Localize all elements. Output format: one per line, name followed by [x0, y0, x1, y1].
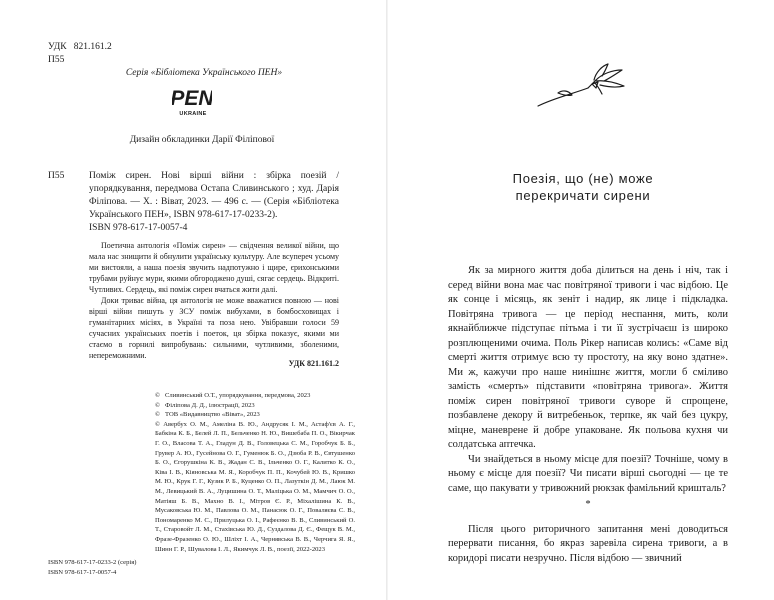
annotation-paragraph: Доки триває війна, ця антологія не може вважатися повною — нові вірші війни пишуть у ЗСУ поміж вибухами, в бомбосховищах і гуманітарних місіях, в Україні та поза нею. Увібравши голоси 59 сучасних українських поетів і поеток, ця збірка показує, якими ми стаємо в горнилі випробувань: сильними, чутливими, зболеними, непереможними. — [89, 296, 339, 360]
copyright-text: Філіпова Д. Д., ілюстрації, 2023 — [165, 401, 255, 409]
chapter-title — [438, 170, 728, 204]
bibliographic-description: Поміж сирен. Нові вірші війни : збірка поезій / упорядкування, передмова Остапа Сливинського ; худ. Дарія Філіпова. — Х. : Віват, 2023. — 496 с. — (Серія «Бібліотека Українського ПЕН», ISBN 978-617-17-0233-2). — [89, 171, 339, 220]
annotation-paragraph: Поетична антологія «Поміж сирен» — свідчення великої війни, що мала нас знищити й обнулити українську культуру. Але всупереч усьому ми вистояли, а наша поезія звучить надпотужно і щире, єрихонськими трубами руйнує мури, якими обгороджено душі, сягає сердець. Відкриті. Чутливих. Сердець, які поміж сирен вчаться жити далі. — [89, 241, 339, 294]
catalog-code: П55 — [48, 55, 65, 65]
cover-designer: Дизайн обкладинки Дарії Філіпової — [129, 135, 275, 145]
isbn-list — [48, 558, 136, 577]
isbn-series: ISBN 978-617-17-0233-2 (серія) — [48, 559, 137, 566]
section-separator: * — [585, 499, 591, 510]
udk-footer: УДК 821.161.2 — [288, 359, 339, 368]
udk-header: УДК 821.161.2 — [48, 42, 112, 52]
chapter-body — [448, 264, 728, 566]
isbn-book: ISBN 978-617-17-0057-4 — [48, 568, 117, 576]
copyright-text: Сливинський О.Т., упорядкування, передмова, 2023 — [165, 392, 311, 399]
copyright-block — [155, 391, 355, 554]
annotation — [89, 240, 339, 361]
isbn-main: ISBN 978-617-17-0057-4 — [89, 223, 188, 233]
copyright-symbol: © — [155, 411, 161, 419]
left-page — [0, 0, 386, 600]
copyright-line — [155, 391, 355, 401]
logo-mark: PEN — [172, 87, 212, 110]
logo-subtext: UKRAINE — [179, 111, 207, 117]
body-paragraph: Після цього риторичного запитання мені доводиться перервати писання, бо якраз заревіла сирена тривоги, а в коридорі писати незручно. Після відбою — звичний — [448, 523, 728, 564]
copyright-symbol: © — [155, 401, 161, 409]
pen-ukraine-logo — [172, 84, 212, 118]
chapter-title-line: Поезія, що (не) може — [512, 171, 654, 186]
body-paragraph: Чи знайдеться в ньому місце для поезії? Точніше, чому в ньому є місце для поезії? Чи писати вірші сьогодні — це те саме, що пакувати у тривожний рюкзак фамільний кришталь? — [448, 453, 728, 494]
leaf — [558, 91, 572, 95]
series-title: Серія «Бібліотека Українського ПЕН» — [125, 68, 283, 78]
chapter-title-line: перекричати сирени — [515, 188, 651, 203]
copyright-text: ТОВ «Видавництво «Віват», 2023 — [165, 411, 260, 419]
copyright-line — [155, 401, 355, 411]
body-paragraph: Як за мирного життя доба ділиться на день і ніч, так і серед війни вона має час повітряної тривоги і час відбою. Це як сонце і місяць, як зеніт і надир, як лице і підкладка. Повітряна тривога — це період неспання, мить, коли якнайближче підступає пітьма і ти її зустрічаєш із широко розплющеними очима. Поль Рікер написав колись: «Саме від смерті життя отримує всю ту простоту, на яку воно здатне». Ми ж, кажучи про наше нинішнє життя, могли б сміливо замість «смерть» підставити «повітряна тривога». Життя поміж сирен повітряної тривоги суворе й спрощене, позбавлене декору й витребеньок, терпке, як чай без цукру, міцне, маневрене й добре упаковане. Як польова кухня чи солдатська аптечка. — [448, 265, 728, 450]
copyright-line — [155, 410, 355, 420]
copyright-symbol: © — [155, 392, 161, 399]
flower-illustration — [532, 60, 632, 118]
right-page — [388, 0, 774, 600]
contributors-list: © Авербух О. М., Амеліна В. Ю., Андрусяк І. М., Астаф'єв А. Г., Бабкіна К. Б., Белей Л. П., Бельченко Н. Ю., Вишебаба П. О., Вікирчак Г. О., Власова Т. А., Гладун Д. В., Головецька С. М., Горобчук Б. Б., Грувер А. Ю., Гусейнова О. Г., Гуменюк Б. О., Дзюба Р. В., Євтушенко Б. О., Єгорушкіна К. В., Жадан С. В., Ільченко О. Г., Калитко К. О., Ківа І. В., Кіяновська М. Я., Коробчук П. П., Кочубей Ю. В., Кришко М. Ю., Крук Г. Г., Кузик Р. Б., Куценко О. П., Лазуткін Д. М., Лаюк М. М., Левицький В. А., Луцишина О. Т., Маліцька О. М., Мамчич О. О., Матіяш Б. В., Махно В. І., Мітров Є. Р., Міхалішина К. В., Мусаковська Ю. М., Павлова О. М., Панасюк О. Г., Поваляєва С. В., Пономаренко М. С., Прилуцька О. І., Рафеєнко В. В., Сливинський О. Т., Старовойт Л. М., Стахівська Ю. Д., Суздалова Д. Є., Фещук В. М., Фразе-Фразенко О. Ю., Шліхт І. А., Чернявська В. В., Черчига Я. Я., Шинн Г. Р., Шувалова І. Л., Якимчук Л. В., поезії, 2022-2023 — [155, 420, 355, 553]
catalog-code-main: П55 — [48, 171, 65, 181]
